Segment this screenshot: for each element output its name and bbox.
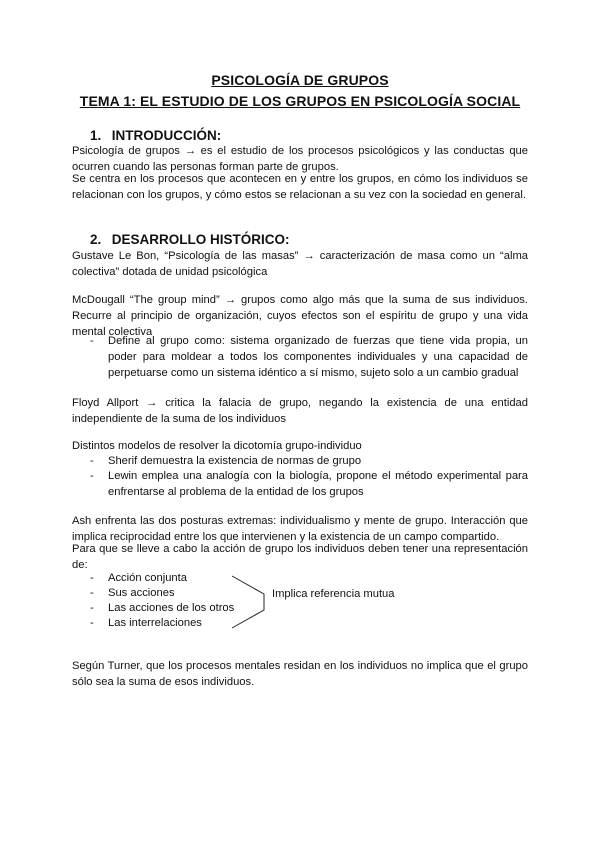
list-item bbox=[90, 600, 528, 616]
list-item bbox=[90, 333, 528, 381]
list-item-text: Sus acciones bbox=[108, 587, 175, 599]
section-heading-desarrollo bbox=[90, 232, 290, 247]
bracket-connector bbox=[230, 574, 270, 630]
bullet-dash: - bbox=[90, 335, 94, 347]
list-item-text: Sherif demuestra la existencia de normas de grupo bbox=[108, 455, 362, 467]
document-subtitle: TEMA 1: EL ESTUDIO DE LOS GRUPOS EN PSICOLOGÍA SOCIAL bbox=[79, 93, 521, 109]
section-title: INTRODUCCIÓN: bbox=[111, 128, 222, 143]
bracket-label: Implica referencia mutua bbox=[272, 588, 395, 600]
paragraph-modelos: Distintos modelos de resolver la dicotomía grupo-individuo bbox=[72, 440, 362, 452]
section-number: 2. bbox=[90, 232, 102, 247]
list-item bbox=[90, 570, 528, 586]
bullet-dash: - bbox=[90, 617, 94, 629]
list-item bbox=[90, 468, 528, 500]
list-item bbox=[90, 453, 528, 469]
list-item-text: Define al grupo como: sistema organizado de fuerzas que tiene vida propia, un poder para moldear a todos los componentes individuales y una capacidad de perpetuarse como un sistema idéntico a sí mismo, sujeto solo a un cambio gradual bbox=[108, 335, 528, 379]
paragraph-mcdougall: McDougall “The group mind” → grupos como algo más que la suma de sus individuos. Recurre al principio de organización, cuyos efectos son el espíritu de grupo y una vida mental colectiva bbox=[72, 294, 528, 338]
paragraph-le-bon: Gustave Le Bon, “Psicología de las masas” → caracterización de masa como un “alma colectiva” dotada de unidad psicológica bbox=[72, 250, 528, 278]
paragraph-ash: Ash enfrenta las dos posturas extremas: individualismo y mente de grupo. Interacción que implica reciprocidad entre los que intervienen y la existencia de un campo compartido. bbox=[72, 515, 528, 543]
list-item-text: Lewin emplea una analogía con la biología, propone el método experimental para enfrentarse al problema de la entidad de los grupos bbox=[108, 470, 528, 498]
bullet-dash: - bbox=[90, 470, 94, 482]
list-item-text: Acción conjunta bbox=[108, 572, 187, 584]
list-item bbox=[90, 615, 528, 631]
list-item-text: Las interrelaciones bbox=[108, 617, 202, 629]
paragraph-definicion: Psicología de grupos → es el estudio de los procesos psicológicos y las conductas que ocurren cuando las personas forman parte de grupos. bbox=[72, 145, 528, 173]
section-title: DESARROLLO HISTÓRICO: bbox=[111, 232, 290, 247]
bullet-dash: - bbox=[90, 572, 94, 584]
paragraph-turner: Según Turner, que los procesos mentales residan en los individuos no implica que el grupo sólo sea la suma de esos individuos. bbox=[72, 660, 528, 688]
section-heading-introduccion bbox=[90, 128, 221, 143]
paragraph-allport: Floyd Allport → critica la falacia de grupo, negando la existencia de una entidad independiente de la suma de los individuos bbox=[72, 397, 528, 425]
bullet-dash: - bbox=[90, 455, 94, 467]
bullet-dash: - bbox=[90, 587, 94, 599]
bullet-dash: - bbox=[90, 602, 94, 614]
section-number: 1. bbox=[90, 128, 102, 143]
list-item-text: Las acciones de los otros bbox=[108, 602, 235, 614]
paragraph-representacion: Para que se lleve a cabo la acción de grupo los individuos deben tener una representación de: bbox=[72, 543, 528, 571]
document-title: PSICOLOGÍA DE GRUPOS bbox=[211, 72, 389, 88]
paragraph-procesos: Se centra en los procesos que acontecen en y entre los grupos, en cómo los individuos se relacionan con los grupos, y cómo estos se relacionan a su vez con la sociedad en general. bbox=[72, 173, 528, 201]
